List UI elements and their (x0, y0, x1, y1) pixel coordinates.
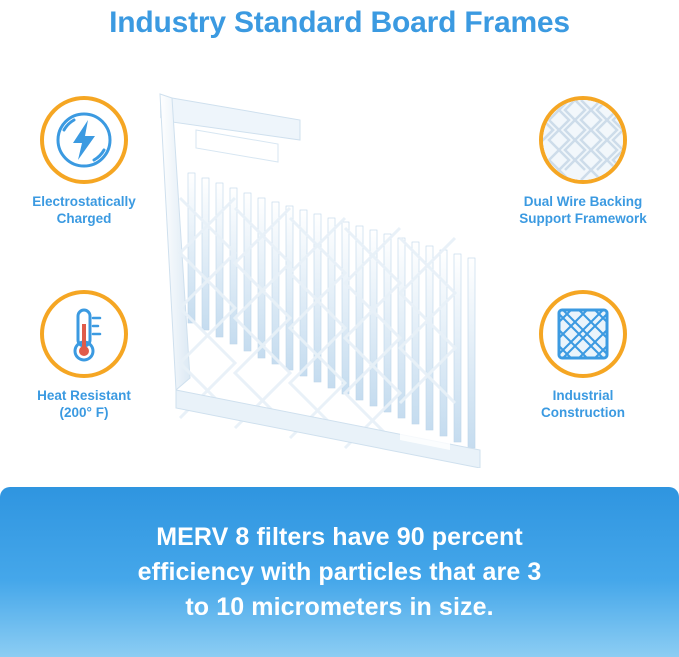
feature-dual-wire-backing (503, 96, 663, 227)
merv-rating-banner (0, 487, 679, 657)
banner-text (98, 520, 582, 625)
feature-label-line2: Charged (56, 211, 112, 226)
feature-label (4, 193, 164, 227)
grid-frame-icon (543, 294, 623, 374)
feature-label (503, 193, 663, 227)
badge-circle (539, 96, 627, 184)
banner-line2: efficiency with particles that are 3 (137, 557, 542, 586)
banner-line1: MERV 8 filters have 90 percent (156, 522, 523, 551)
badge-circle (539, 290, 627, 378)
lightning-bolt-icon (44, 100, 124, 180)
banner-line3: to 10 micrometers in size. (185, 592, 494, 621)
badge-circle (40, 290, 128, 378)
feature-label-line1: Dual Wire Backing (523, 194, 643, 209)
badge-circle (40, 96, 128, 184)
feature-industrial-construction (503, 290, 663, 421)
feature-electrostatically-charged (4, 96, 164, 227)
feature-label-line1: Electrostatically (32, 194, 136, 209)
feature-label-line1: Industrial (552, 388, 614, 403)
feature-label-line2: (200° F) (59, 405, 109, 420)
feature-label (4, 387, 164, 421)
page-title: Industry Standard Board Frames (109, 6, 570, 39)
feature-label-line1: Heat Resistant (37, 388, 131, 403)
feature-label-line2: Support Framework (519, 211, 647, 226)
thermometer-icon (44, 294, 124, 374)
feature-heat-resistant (4, 290, 164, 421)
feature-label (503, 387, 663, 421)
wire-mesh-photo-icon (543, 100, 623, 180)
pleated-air-filter-illustration (150, 78, 510, 468)
feature-label-line2: Construction (541, 405, 625, 420)
